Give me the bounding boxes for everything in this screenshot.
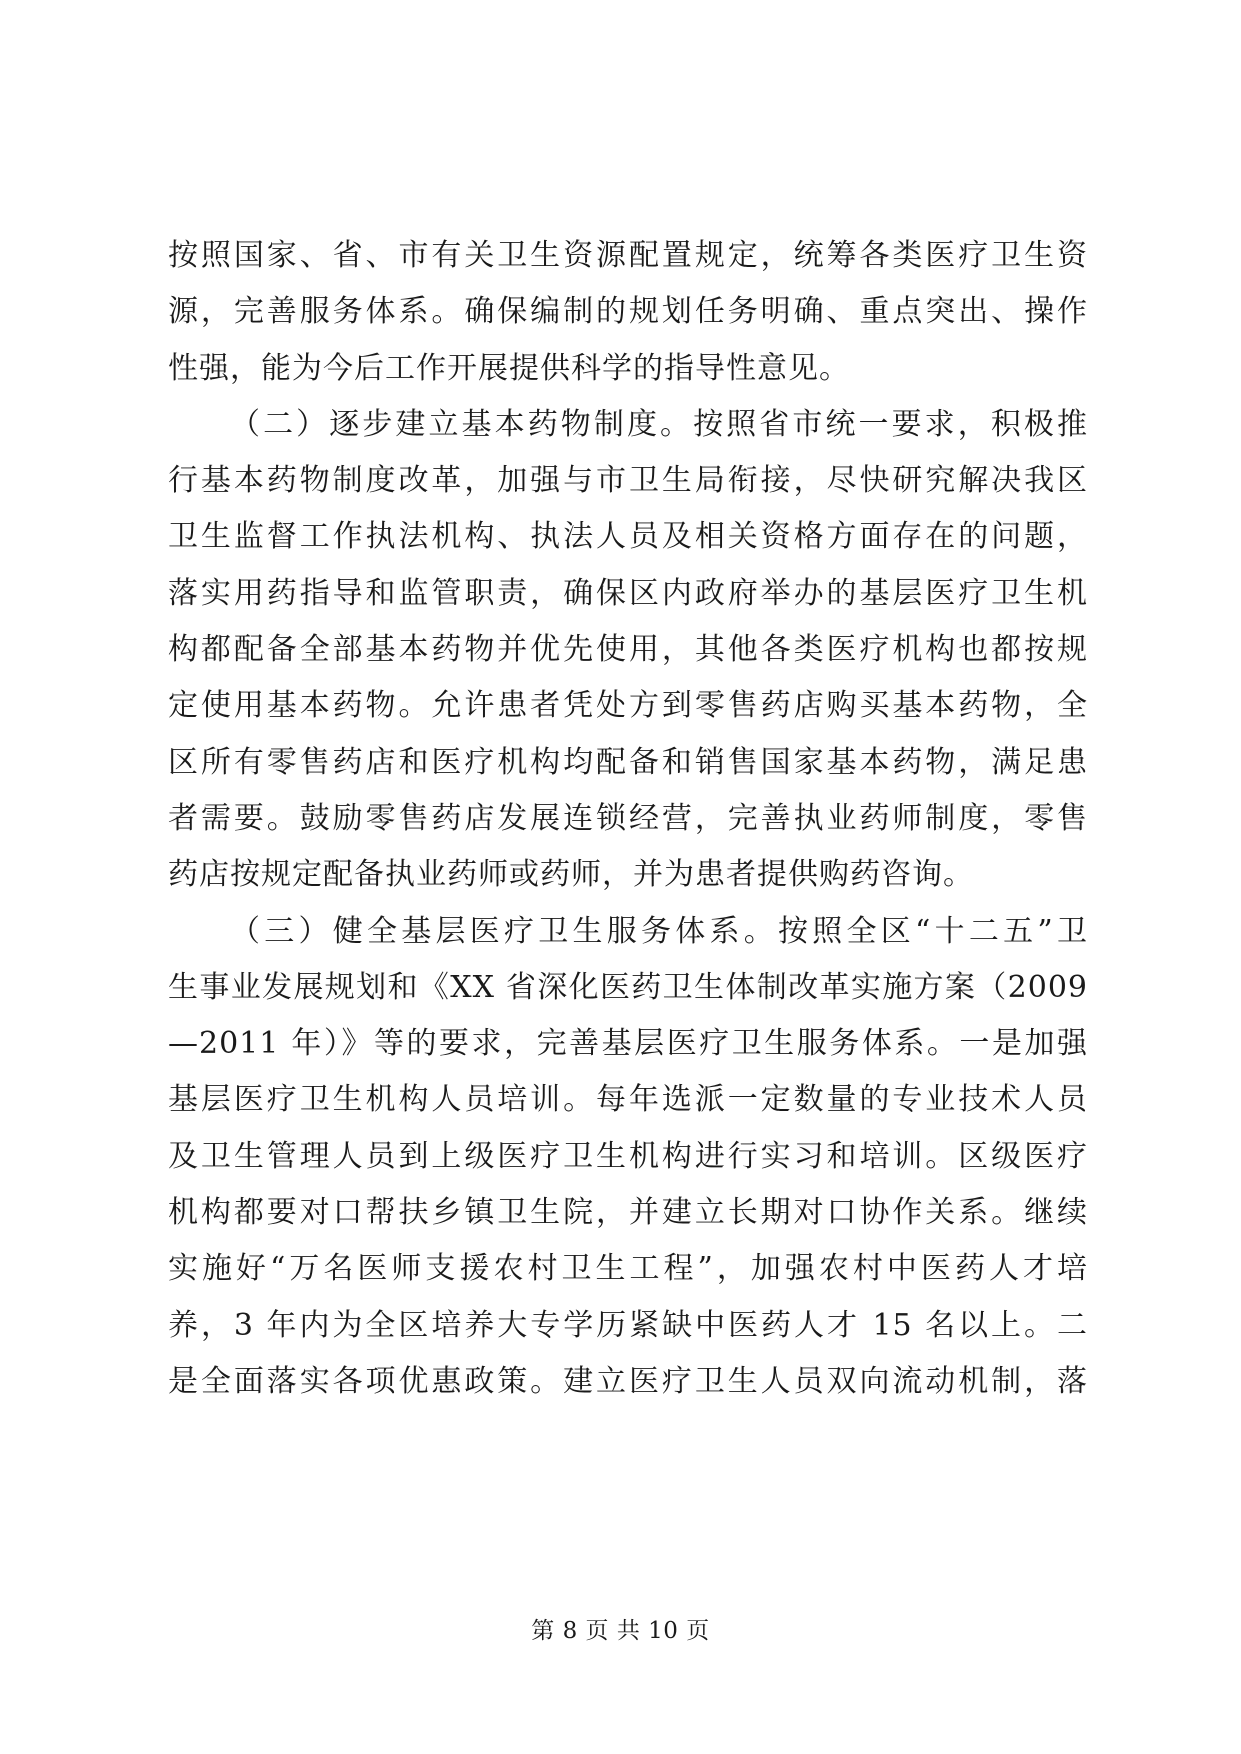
text-line: 按照国家、省、市有关卫生资源配置规定，统筹各类医疗卫生资 bbox=[168, 238, 1088, 273]
text-line: 及卫生管理人员到上级医疗卫生机构进行实习和培训。区级医疗 bbox=[168, 1138, 1088, 1174]
text-line: 源，完善服务体系。确保编制的规划任务明确、重点突出、操作 bbox=[168, 294, 1088, 330]
text-line: 实施好“万名医师支援农村卫生工程”，加强农村中医药人才培 bbox=[168, 1251, 1088, 1287]
document-body bbox=[168, 228, 1088, 1410]
text-line: 养，3 年内为全区培养大专学历紧缺中医药人才 15 名以上。二 bbox=[168, 1307, 1088, 1343]
text-line: 生事业发展规划和《XX 省深化医药卫生体制改革实施方案（2009 bbox=[168, 969, 1088, 1005]
page-number-footer: 第 8 页 共 10 页 bbox=[531, 1618, 710, 1644]
text-line: 卫生监督工作执法机构、执法人员及相关资格方面存在的问题， bbox=[168, 519, 1088, 555]
text-line: 基层医疗卫生机构人员培训。每年选派一定数量的专业技术人员 bbox=[168, 1082, 1088, 1118]
text-line: 落实用药指导和监管职责，确保区内政府举办的基层医疗卫生机 bbox=[168, 575, 1088, 611]
text-line: 是全面落实各项优惠政策。建立医疗卫生人员双向流动机制，落 bbox=[168, 1363, 1088, 1399]
text-line: 机构都要对口帮扶乡镇卫生院，并建立长期对口协作关系。继续 bbox=[168, 1195, 1088, 1231]
text-line: 性强，能为今后工作开展提供科学的指导性意见。 bbox=[168, 350, 850, 386]
text-line: 定使用基本药物。允许患者凭处方到零售药店购买基本药物，全 bbox=[168, 688, 1088, 724]
text-line: 区所有零售药店和医疗机构均配备和销售国家基本药物，满足患 bbox=[168, 744, 1088, 780]
text-line: 构都配备全部基本药物并优先使用，其他各类医疗机构也都按规 bbox=[168, 632, 1088, 668]
text-line: 行基本药物制度改革，加强与市卫生局衔接，尽快研究解决我区 bbox=[168, 463, 1088, 499]
text-line: 药店按规定配备执业药师或药师，并为患者提供购药咨询。 bbox=[168, 857, 974, 893]
text-line: —2011 年）》等的要求，完善基层医疗卫生服务体系。一是加强 bbox=[168, 1026, 1088, 1062]
text-line: （二）逐步建立基本药物制度。按照省市统一要求，积极推 bbox=[230, 406, 1088, 442]
text-line: 者需要。鼓励零售药店发展连锁经营，完善执业药师制度，零售 bbox=[168, 800, 1088, 836]
text-line: （三）健全基层医疗卫生服务体系。按照全区“十二五”卫 bbox=[230, 913, 1088, 949]
